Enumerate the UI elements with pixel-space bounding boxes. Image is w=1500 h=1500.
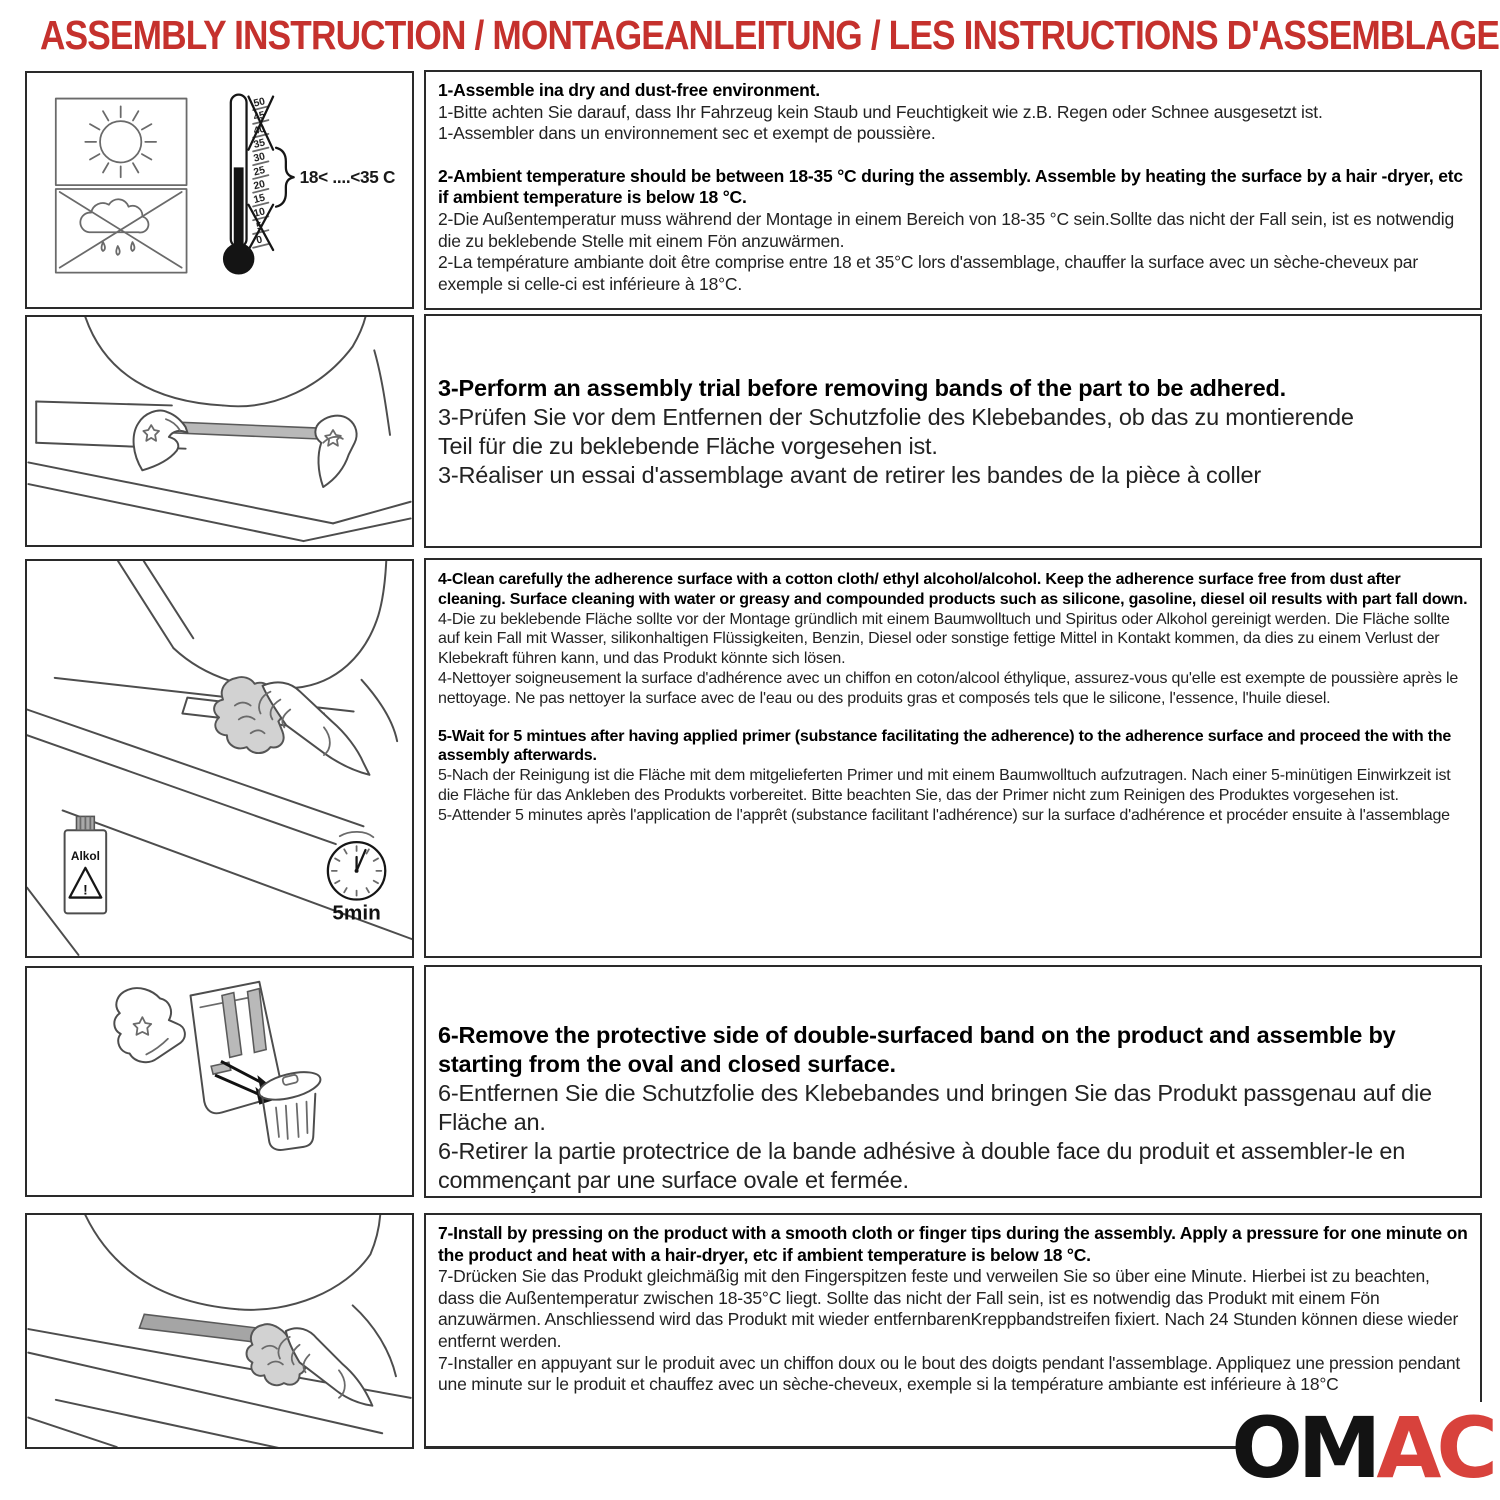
alcohol-bottle-icon xyxy=(65,816,107,913)
illustration-tape-removal xyxy=(25,966,414,1197)
step-1-fr: 1-Assembler dans un environnement sec et exempt de poussière. xyxy=(438,123,936,144)
illustration-environment xyxy=(25,71,414,309)
peeling-hand-icon xyxy=(114,988,185,1062)
tape-removal-illustration xyxy=(27,968,412,1195)
wiping-hand-icon xyxy=(214,677,369,775)
svg-text:5: 5 xyxy=(255,220,264,233)
step-7-de: 7-Drücken Sie das Produkt gleichmäßig mit den Fingerspitzen feste und verweilen Sie so über eine Minute. Hierbei ist zu beachten, dass die Außentemperatur zwischen 18-35°C liegt. Sollte das nicht der Fall sein, ist es notwendig das Produkt mit einem Fön anzuwärmen. Anschliessend wird das Produkt mit wieder entfernbarenKreppbandstreifen fixiert. Nach 24 Stunden können diese wieder entfernt werden. xyxy=(438,1266,1459,1351)
step-5-de: 5-Nach der Reinigung ist die Fläche mit dem mitgelieferten Primer und mit einem Baumwolltuch aufzutragen. Nach einer 5-minütigen Einwirkzeit ist die Fläche für das Ankleben des Produkts vorbereitet. Bitte beachten Sie, das der Primer nicht zum Reinigen des Produktes vorgesehen ist. xyxy=(438,767,1451,804)
step-2-fr: 2-La température ambiante doit être comprise entre 18 et 35°C lors d'assemblage, chauffer la surface avec un sèche-cheveux par exemple si celle-ci est inférieure à 18°C. xyxy=(438,252,1418,294)
temperature-range-label: 18< ....<35 C xyxy=(299,167,396,188)
step-7-fr: 7-Installer en appuyant sur le produit avec un chiffon doux ou le bout des doigts pendant l'assemblage. Appliquez une pression pendant une minute sur le produit et chauffez avec un sèche-cheveux, exemple si la température ambiante est inférieure à 18°C xyxy=(438,1352,1461,1395)
section-2-text xyxy=(424,314,1482,548)
illustration-cleaning xyxy=(25,559,414,958)
thermometer-icon xyxy=(223,95,395,275)
step-6-en: 6-Remove the protective side of double-surfaced band on the product and assemble by starting from the oval and closed surface. xyxy=(438,1022,1396,1077)
svg-text:35: 35 xyxy=(252,137,267,151)
page-title: ASSEMBLY INSTRUCTION / MONTAGEANLEITUNG / LES INSTRUCTIONS D'ASSEMBLAGE xyxy=(40,12,1500,58)
pressing-hand-icon xyxy=(247,1324,373,1405)
step-1-de: 1-Bitte achten Sie darauf, dass Ihr Fahrzeug kein Staub und Feuchtigkeit wie z.B. Regen oder Schnee ausgesetzt ist. xyxy=(438,101,1323,122)
svg-text:40: 40 xyxy=(252,123,267,138)
assembly-trial-illustration xyxy=(27,317,412,545)
environment-illustration xyxy=(27,73,412,307)
installed-trim-strip xyxy=(139,1314,257,1342)
left-hand-icon xyxy=(134,411,188,471)
svg-text:20: 20 xyxy=(252,178,267,193)
step-4-fr: 4-Nettoyer soigneusement la surface d'adhérence avec un chiffon en coton/alcool éthylique, assurez-vous qu'elle est exempte de poussière après le nettoyage. Ne pas nettoyer la surface avec de l'eau ou des produits gras et composés tels que le silicone, l'essence, l'huile diesel. xyxy=(438,669,1459,707)
cleaning-illustration xyxy=(27,561,412,956)
svg-text:50: 50 xyxy=(252,96,267,110)
omac-logo-black-letters: OM xyxy=(1231,1399,1377,1497)
trash-can-icon xyxy=(256,1067,323,1150)
section-4-text xyxy=(424,965,1482,1198)
svg-text:30: 30 xyxy=(252,151,267,165)
step-2-en: 2-Ambient temperature should be between 18-35 °C during the assembly. Assemble by heating the surface by a hair -dryer, etc if ambient temperature is below 18 °C. xyxy=(438,165,1463,208)
step-3-de: 3-Prüfen Sie vor dem Entfernen der Schutzfolie des Klebebandes, ob das zu montierende Teil für die zu beklebende Fläche vorgesehen ist. xyxy=(438,404,1354,459)
section-3-text xyxy=(424,558,1482,958)
pressing-illustration xyxy=(27,1215,412,1447)
section-1-text xyxy=(424,70,1482,310)
clock-duration-label: 5min xyxy=(332,901,381,925)
illustration-assembly-trial xyxy=(25,315,414,547)
svg-text:0: 0 xyxy=(255,234,264,247)
adhesive-tape-strip xyxy=(222,993,242,1058)
omac-logo-red-letters: AC xyxy=(1376,1399,1493,1497)
step-4-de: 4-Die zu beklebende Fläche sollte vor der Montage gründlich mit einem Baumwolltuch und Spiritus oder Alkohol gereinigt werden. Die Fläche sollte auf kein Fall mit Wasser, silikonhaltigen Flüssigkeiten, Benzin, Diesel oder sonstige fettige Mittel in Kontakt kommen, da dies zu einem Verlust der Klebekraft führen kann, und das Produkt könnte sich lösen. xyxy=(438,610,1450,668)
clock-icon xyxy=(328,832,385,924)
svg-text:15: 15 xyxy=(252,192,267,207)
sun-icon xyxy=(56,99,187,186)
step-1-en: 1-Assemble ina dry and dust-free environment. xyxy=(438,80,820,100)
brace xyxy=(276,148,294,207)
step-3-en: 3-Perform an assembly trial before removing bands of the part to be adhered. xyxy=(438,375,1286,401)
step-4-en: 4-Clean carefully the adherence surface with a cotton cloth/ ethyl alcohol/alcohol. Keep the adherence surface free from dust after cleaning. Surface cleaning with water or greasy and compounded products such as silicone, gasoline, diesel oil results with part fall down. xyxy=(438,571,1468,608)
omac-logo xyxy=(1231,1399,1493,1497)
illustration-pressing xyxy=(25,1213,414,1449)
step-6-de: 6-Entfernen Sie die Schutzfolie des Klebebandes und bringen Sie das Produkt passgenau auf die Fläche an. xyxy=(438,1080,1432,1135)
step-7-en: 7-Install by pressing on the product with a smooth cloth or finger tips during the assembly. Apply a pressure for one minute on the product and heat with a hair-dryer, etc if ambient temperature is below 18 °C. xyxy=(438,1223,1468,1265)
step-5-fr: 5-Attender 5 minutes après l'application de l'apprêt (substance facilitant l'adhérence) sur la surface d'adhérence et procéder ensuite à l'assemblage xyxy=(438,806,1450,824)
warning-exclamation: ! xyxy=(83,881,88,898)
svg-text:25: 25 xyxy=(252,165,267,179)
step-2-de: 2-Die Außentemperatur muss während der Montage in einem Bereich von 18-35 °C sein.Sollte das nicht der Fall sein, ist es notwendig die zu beklebende Stelle mit einem Fön anzuwärmen. xyxy=(438,208,1454,251)
bottle-label: Alkol xyxy=(70,848,100,863)
step-6-fr: 6-Retirer la partie protectrice de la bande adhésive à double face du produit et assembler-le en commençant par une surface ovale et fermée. xyxy=(438,1138,1406,1193)
no-rain-icon xyxy=(56,189,187,273)
right-hand-icon xyxy=(315,416,356,487)
step-5-en: 5-Wait for 5 mintues after having applied primer (substance facilitating the adherence) to the adherence surface and proceed the with the assembly afterwards. xyxy=(438,727,1452,765)
step-3-fr: 3-Réaliser un essai d'assemblage avant de retirer les bandes de la pièce à coller xyxy=(438,462,1262,488)
svg-text:10: 10 xyxy=(252,206,267,220)
svg-text:45: 45 xyxy=(252,109,267,124)
